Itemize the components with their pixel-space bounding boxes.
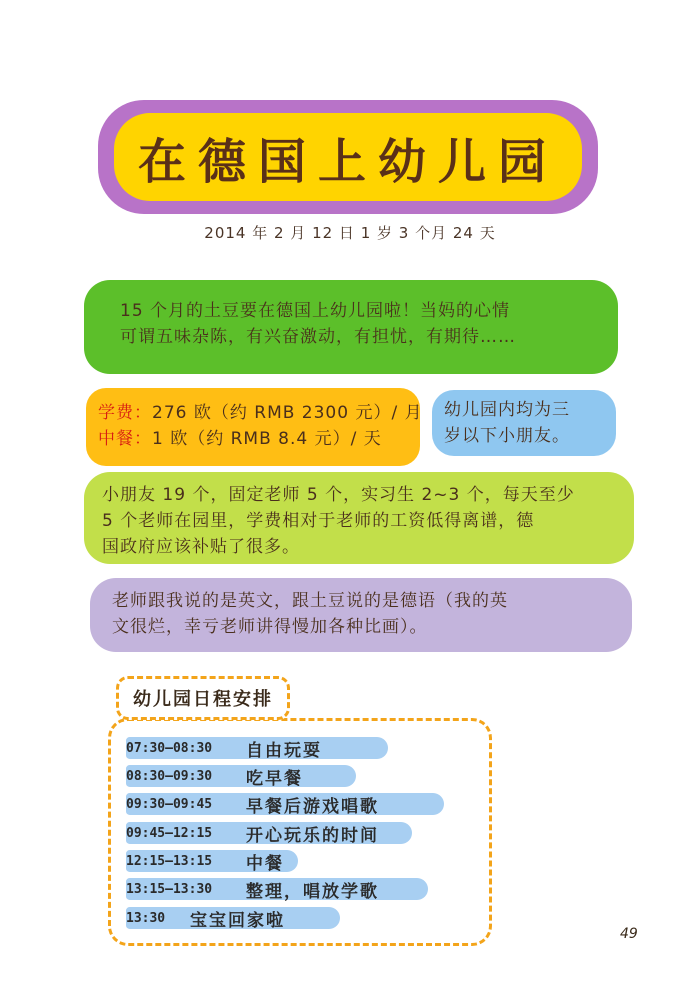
schedule-time: 12:15—13:15 [126, 853, 213, 869]
language-block [90, 578, 632, 652]
age-note-line: 岁以下小朋友。 [444, 426, 570, 446]
schedule-activity: 吃早餐 [246, 768, 303, 789]
staff-line: 小朋友 19 个，固定老师 5 个，实习生 2~3 个，每天至少 [102, 485, 575, 505]
schedule-row [126, 877, 379, 901]
schedule-time: 13:30 [126, 910, 166, 926]
schedule-row [126, 849, 284, 873]
schedule-activity: 整理，唱放学歌 [246, 881, 379, 902]
schedule-time: 09:45—12:15 [126, 825, 213, 841]
schedule-heading: 幼儿园日程安排 [116, 676, 290, 720]
staff-line: 5 个老师在园里，学费相对于老师的工资低得离谱，德 [102, 511, 535, 531]
schedule-row [126, 764, 303, 788]
language-line: 文很烂，幸亏老师讲得慢加各种比画）。 [112, 617, 428, 637]
tuition-value: 276 欧（约 RMB 2300 元）/ 月 [152, 403, 423, 423]
fee-row-lunch [98, 426, 406, 452]
schedule-activity: 宝宝回家啦 [190, 910, 285, 931]
page-number: 49 [620, 926, 638, 942]
date-line: 2014 年 2 月 12 日 1 岁 3 个月 24 天 [204, 224, 496, 242]
schedule-row [126, 906, 285, 930]
intro-line: 可谓五味杂陈，有兴奋激动，有担忧，有期待…… [120, 327, 516, 347]
schedule-activity: 早餐后游戏唱歌 [246, 796, 379, 817]
schedule-activity: 开心玩乐的时间 [246, 825, 379, 846]
title-banner [114, 113, 582, 201]
schedule-time: 09:30—09:45 [126, 796, 213, 812]
schedule-activity: 中餐 [246, 853, 284, 874]
fees-block [86, 388, 423, 466]
schedule-time: 07:30—08:30 [126, 740, 213, 756]
tuition-label: 学费： [98, 403, 152, 423]
page-title: 在德国上幼儿园 [137, 133, 558, 190]
schedule-row [126, 792, 379, 816]
staff-line: 国政府应该补贴了很多。 [102, 537, 300, 557]
schedule-row [126, 821, 379, 845]
schedule-row [126, 736, 322, 760]
age-note-line: 幼儿园内均为三 [444, 400, 570, 420]
staff-block [84, 472, 634, 564]
schedule-activity: 自由玩耍 [246, 740, 322, 761]
intro-block [84, 280, 618, 374]
language-line: 老师跟我说的是英文，跟土豆说的是德语（我的英 [112, 591, 508, 611]
age-note-block [432, 390, 616, 456]
schedule-time: 13:15—13:30 [126, 881, 213, 897]
intro-line: 15 个月的土豆要在德国上幼儿园啦！当妈的心情 [120, 301, 511, 321]
schedule-time: 08:30—09:30 [126, 768, 213, 784]
lunch-label: 中餐： [98, 429, 152, 449]
lunch-value: 1 欧（约 RMB 8.4 元）/ 天 [152, 429, 382, 449]
fee-row-tuition [98, 400, 423, 426]
